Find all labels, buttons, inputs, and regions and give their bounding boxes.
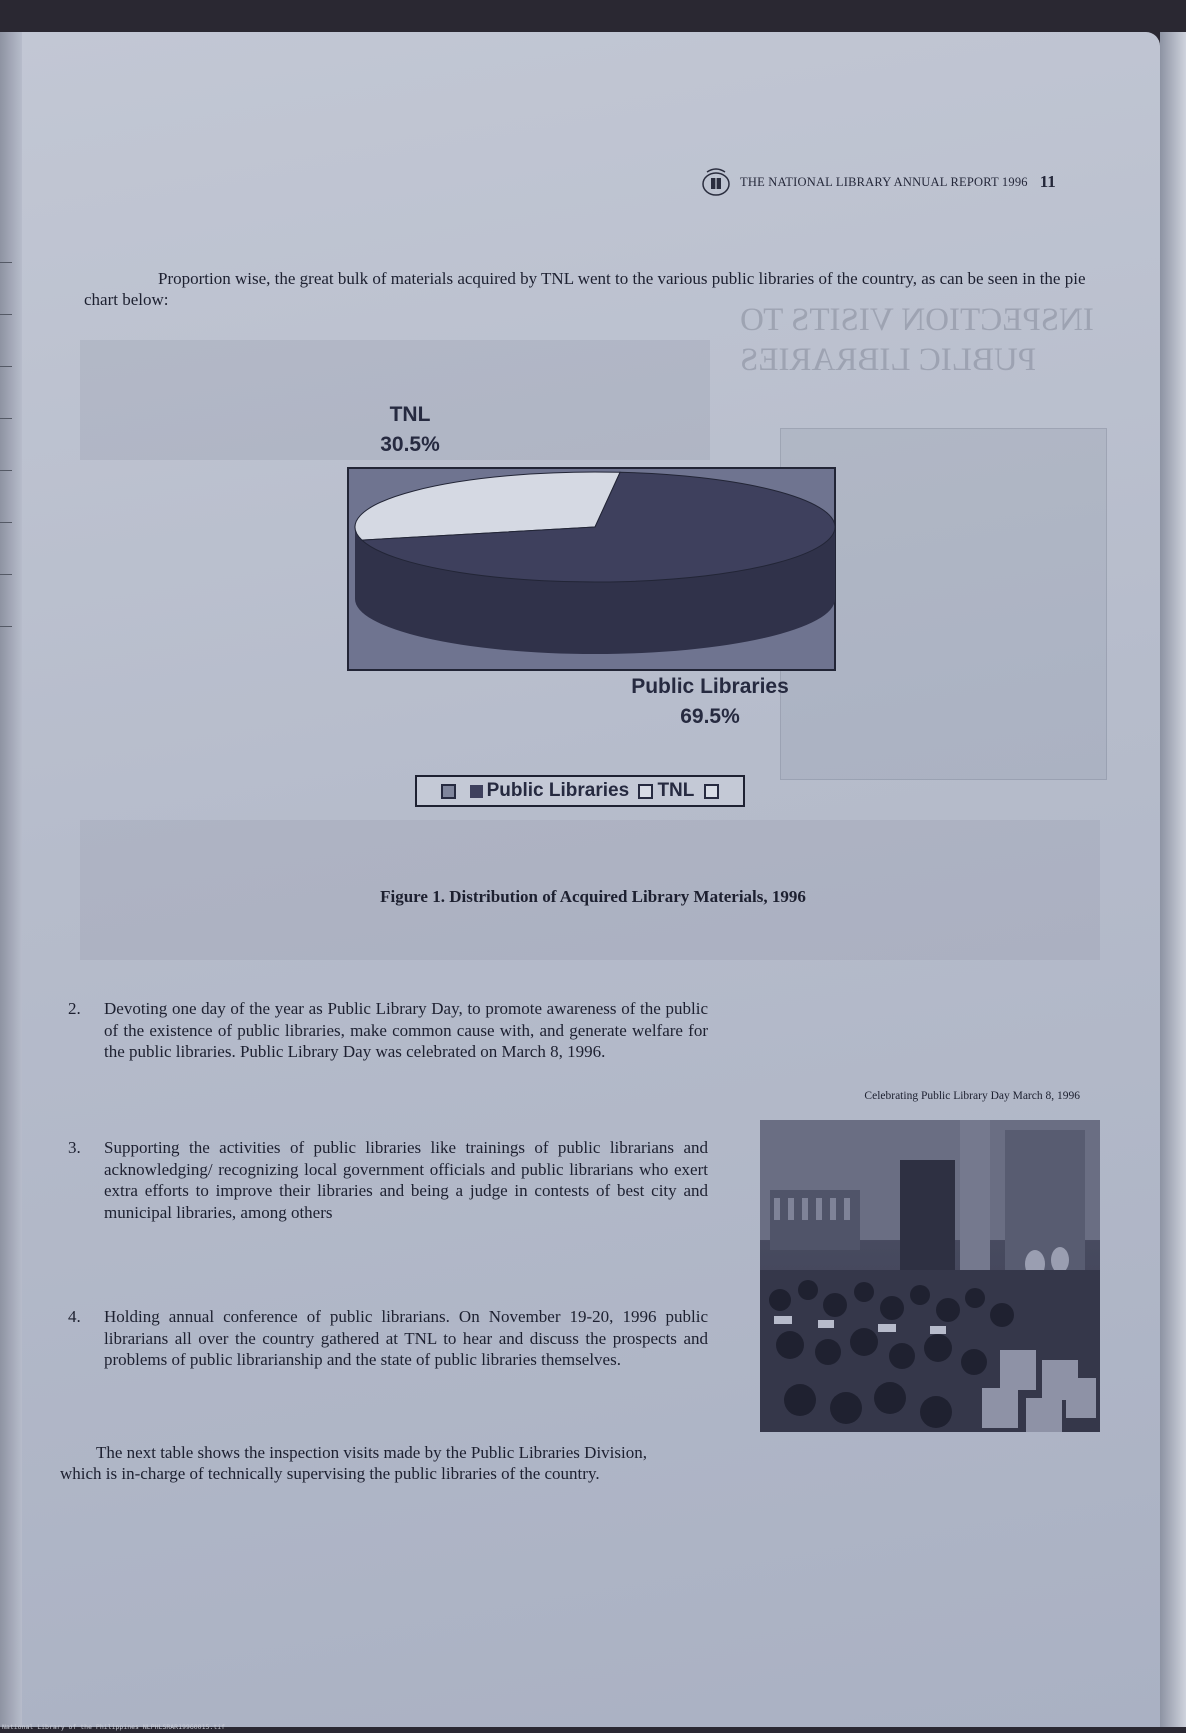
legend-swatch-extra: [441, 784, 456, 799]
label-public-libraries: [600, 672, 820, 732]
label-tnl-name: TNL: [389, 403, 431, 426]
label-public-libraries-percent: 69.5%: [680, 705, 740, 728]
label-public-libraries-name: Public Libraries: [631, 675, 789, 698]
page-right-edge: [1160, 32, 1186, 1727]
running-header: [698, 164, 1098, 200]
label-tnl-percent: 30.5%: [380, 433, 440, 456]
scan-footer: National Library of the Philippines NLPHLSRAR19960015.tif: [2, 1723, 226, 1731]
chart-legend: [415, 775, 745, 807]
pie-chart: [340, 462, 850, 682]
legend-entry-public-libraries: Public Libraries: [486, 780, 630, 801]
intro-paragraph: Proportion wise, the great bulk of materials acquired by TNL went to the various public libraries of the country, as can be seen in the pie chart below:: [84, 269, 1086, 309]
legend-swatch-extra: [704, 784, 719, 799]
list-item: [68, 1137, 708, 1223]
list-item-text: Holding annual conference of public librarians. On November 19-20, 1996 public librarians all over the country gathered at TNL to hear and discuss the prospects and problems of public librarianship and the state of public libraries themselves.: [104, 1307, 708, 1369]
legend-swatch-public-libraries: [470, 785, 483, 798]
list-item: [68, 998, 708, 1063]
facing-page-rules: [0, 262, 12, 678]
closing-paragraph: The next table shows the inspection visits made by the Public Libraries Division, which is in-charge of technically supervising the public libraries of the country.: [60, 1443, 647, 1483]
list-item-number: 2.: [68, 999, 81, 1018]
label-tnl: [360, 400, 460, 460]
page-number: 11: [1039, 172, 1056, 191]
audience-photo-illustration: [760, 1120, 1100, 1432]
legend-swatch-tnl: [638, 784, 653, 799]
list-item-number: 3.: [68, 1138, 81, 1157]
event-photo: [760, 1120, 1100, 1432]
header-title: THE NATIONAL LIBRARY ANNUAL REPORT 1996: [740, 174, 1028, 189]
photo-caption: Celebrating Public Library Day March 8, 1996: [864, 1090, 1080, 1102]
library-crest-icon: [698, 164, 734, 200]
list-item-text: Devoting one day of the year as Public Library Day, to promote awareness of the public of the existence of public libraries, make common cause with, and generate welfare for the public libraries. Public Library Day was celebrated on March 8, 1996.: [104, 999, 708, 1061]
bleed-through-heading: INSPECTION VISITS TO PUBLIC LIBRARIES: [740, 302, 1094, 378]
legend-entry-tnl: TNL: [657, 780, 695, 801]
list-item: [68, 1306, 708, 1371]
list-item-number: 4.: [68, 1307, 81, 1326]
figure-caption: Figure 1. Distribution of Acquired Library Materials, 1996: [380, 887, 806, 906]
list-item-text: Supporting the activities of public libraries like trainings of public librarians and acknowledging/ recognizing local government officials and public librarians who exert extra efforts to improve their libraries and being a judge in contests of best city and municipal libraries, among others: [104, 1138, 708, 1222]
